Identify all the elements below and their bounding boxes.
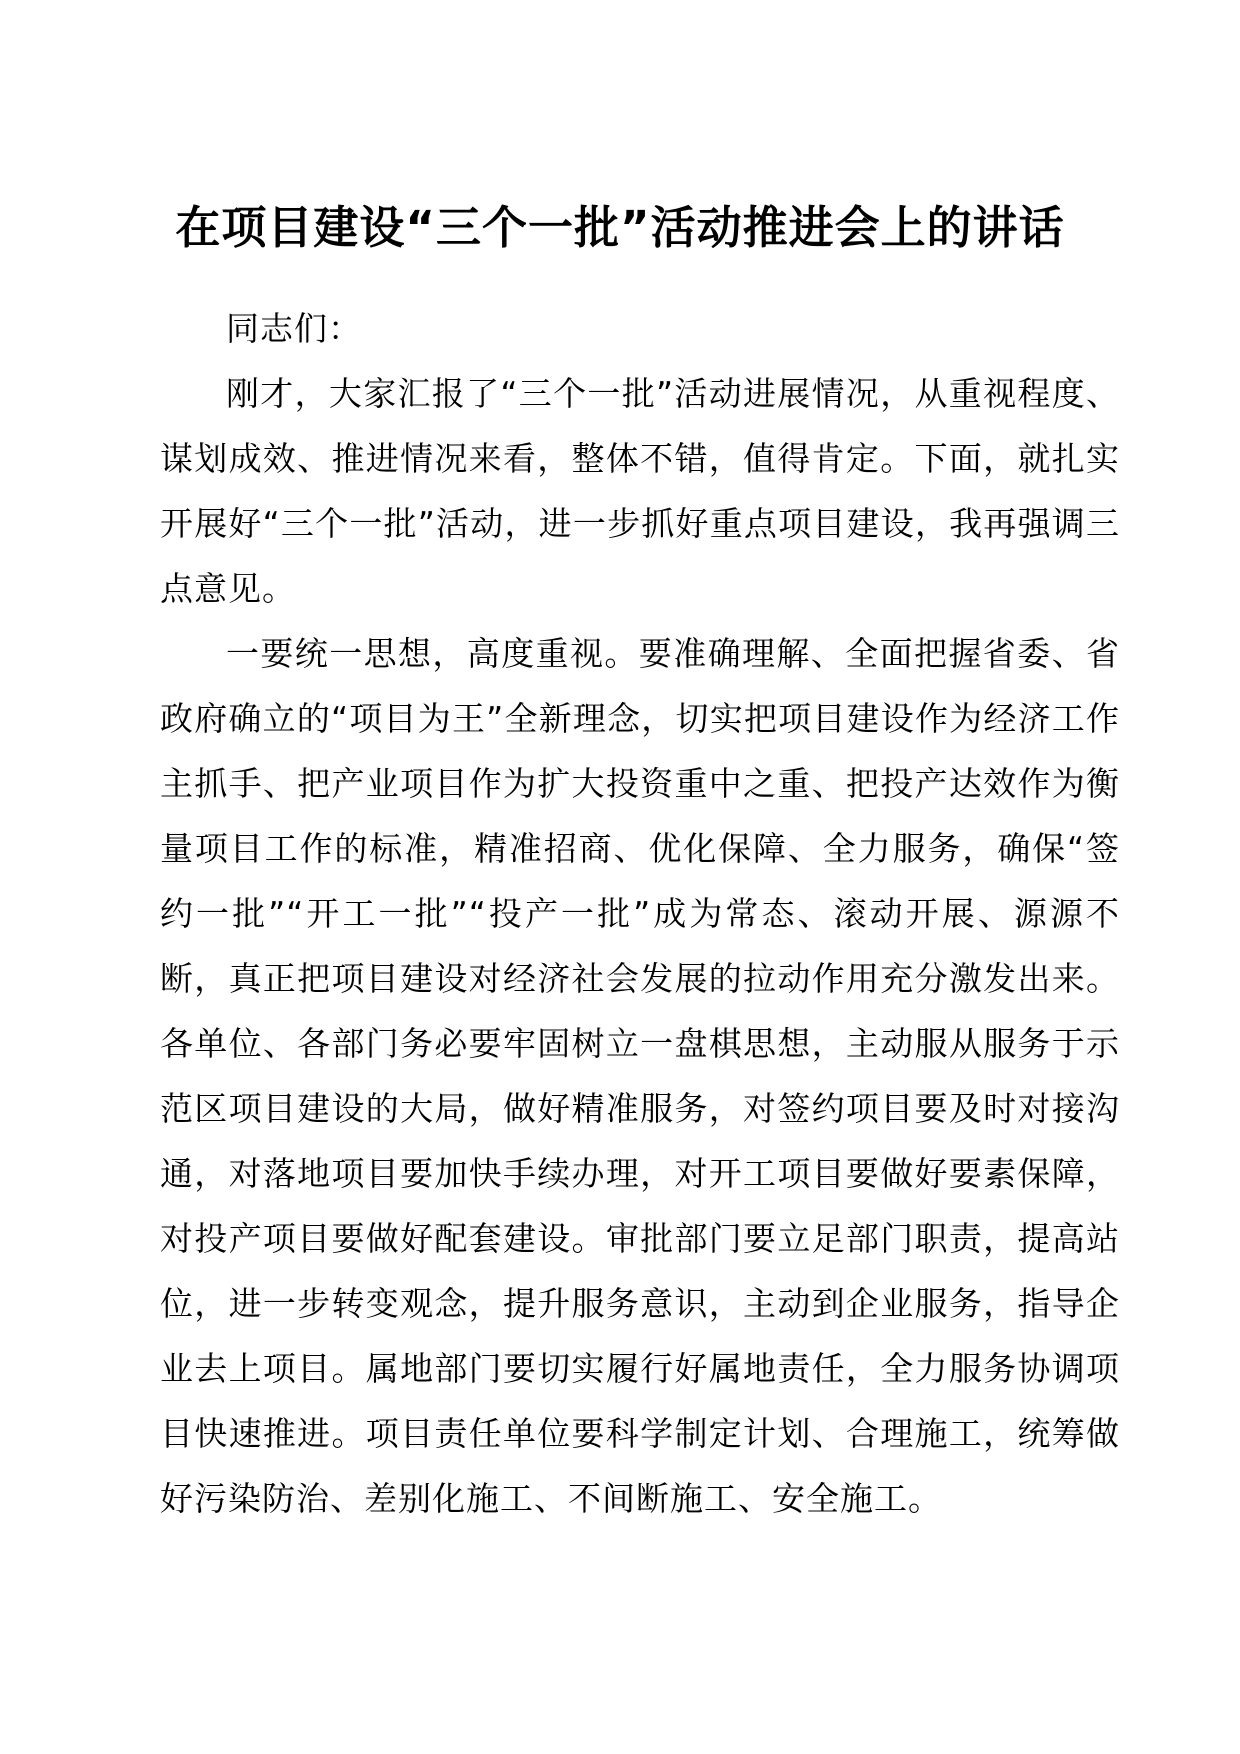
- document-title: 在项目建设“三个一批”活动推进会上的讲话: [175, 201, 1065, 254]
- salutation: 同志们：: [226, 309, 362, 348]
- paragraph-point-one: 一要统一思想，高度重视。要准确理解、全面把握省委、省政府确立的“项目为王”全新理念，切实把项目建设作为经济工作主抓手、把产业项目作为扩大投资重中之重、把投产达效作为衡量项目工作的标准，精准招商、优化保障、全力服务，确保“签约一批”“开工一批”“投产一批”成为常态、滚动开展、源源不断，真正把项目建设对经济社会发展的拉动作用充分激发出来。各单位、各部门务必要牢固树立一盘棋思想，主动服从服务于示范区项目建设的大局，做好精准服务，对签约项目要及时对接沟通，对落地项目要加快手续办理，对开工项目要做好要素保障，对投产项目要做好配套建设。审批部门要立足部门职责，提高站位，进一步转变观念，提升服务意识，主动到企业服务，指导企业去上项目。属地部门要切实履行好属地责任，全力服务协调项目快速推进。项目责任单位要科学制定计划、合理施工，统筹做好污染防治、差别化施工、不间断施工、安全施工。: [160, 634, 1120, 1518]
- document-body: [160, 296, 1120, 1531]
- paragraph-intro: 刚才，大家汇报了“三个一批”活动进展情况，从重视程度、谋划成效、推进情况来看，整体不错，值得肯定。下面，就扎实开展好“三个一批”活动，进一步抓好重点项目建设，我再强调三点意见。: [160, 374, 1120, 608]
